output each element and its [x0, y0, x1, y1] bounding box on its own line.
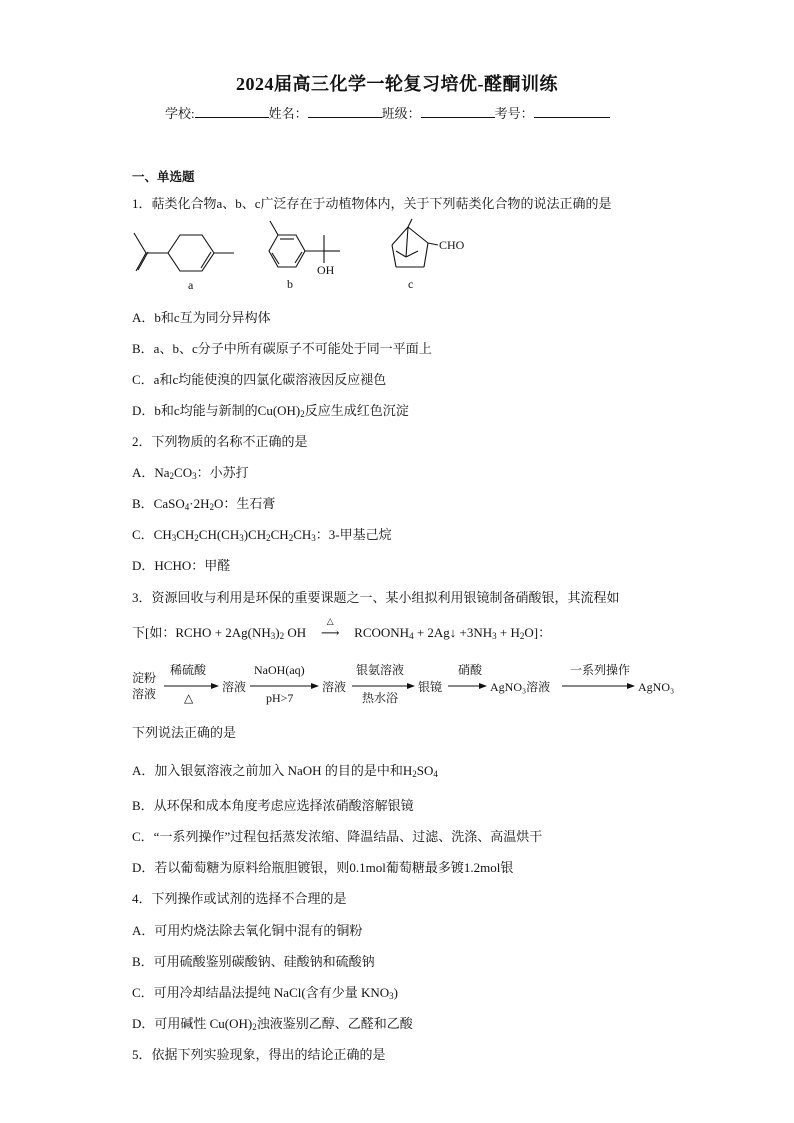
number-blank: [534, 104, 610, 118]
q2-stem: 2．下列物质的名称不正确的是: [132, 434, 308, 449]
q1-option-b[interactable]: B．a、b、c分子中所有碳原子不可能处于同一平面上: [132, 341, 432, 356]
flow-node-4: AgNO₃溶液: [490, 680, 551, 694]
q3-flow-diagram: [132, 660, 692, 712]
q3-equation: 下[如：RCHO + $2Ag(NH_3)_2$ OH △ ⟶ $RCOONH_4$ + 2Ag↓ $+3NH_3 + H_2O$]：: [132, 616, 552, 641]
class-label: 班级：: [381, 106, 421, 121]
flow-start-2: 溶液: [132, 687, 157, 701]
class-blank: [421, 104, 495, 118]
oh-label: OH: [317, 263, 335, 277]
arrow5-top: 一系列操作: [570, 663, 631, 677]
q1-stem: 1．萜类化合物a、b、c广泛存在于动植物体内，关于下列萜类化合物的说法正确的是: [132, 196, 612, 211]
arrow3-bottom: 热水浴: [362, 691, 399, 705]
arrow1-top: 稀硫酸: [170, 663, 207, 677]
arrow2-top: NaOH(aq): [254, 663, 305, 677]
name-label: 姓名：: [268, 106, 308, 121]
q4-option-d[interactable]: D．可用碱性 $Cu(OH)_2$浊液鉴别乙醇、乙醛和乙酸: [132, 1016, 413, 1032]
flow-node-1: 溶液: [222, 680, 247, 694]
name-blank: [308, 104, 382, 118]
flow-start-1: 淀粉: [132, 671, 157, 685]
section-heading: 一、单选题: [132, 170, 195, 184]
student-info-row: [165, 103, 610, 122]
q4-option-b[interactable]: B．可用硫酸鉴别碳酸钠、硅酸钠和硫酸钠: [132, 954, 375, 969]
q4-option-a[interactable]: A．可用灼烧法除去氧化铜中混有的铜粉: [132, 923, 363, 938]
q4-stem: 4．下列操作或试剂的选择不合理的是: [132, 891, 347, 906]
q3-option-d[interactable]: D．若以葡萄糖为原料给瓶胆镀银，则0.1mol葡萄糖最多镀1.2mol银: [132, 860, 514, 875]
label-c: c: [408, 277, 414, 291]
q2-option-d[interactable]: D．HCHO：甲醛: [132, 558, 231, 573]
cho-label: CHO: [439, 238, 465, 252]
molecule-a: [134, 233, 234, 271]
q3-ask: 下列说法正确的是: [132, 725, 237, 740]
label-a: a: [188, 278, 194, 292]
q3-stem: 3．资源回收与利用是环保的重要课题之一、某小组拟利用银镜制备硝酸银，其流程如: [132, 590, 620, 605]
q2-option-c[interactable]: C．$CH_3CH_2CH(CH_3)CH_2CH_2CH_3$：3-甲基己烷: [132, 527, 392, 543]
arrow1-bottom: △: [184, 691, 194, 705]
molecule-c: [392, 219, 438, 267]
q3-option-a[interactable]: A．加入银氨溶液之前加入 NaOH 的目的是中和$H_2SO_4$: [132, 763, 438, 779]
delta-symbol: △: [326, 616, 334, 626]
number-label: 考号：: [494, 106, 534, 121]
q3-option-c[interactable]: C．“一系列操作”过程包括蒸发浓缩、降温结晶、过滤、洗涤、高温烘干: [132, 829, 543, 844]
q1-option-d[interactable]: D．b和c均能与新制的$Cu(OH)_2$反应生成红色沉淀: [132, 403, 409, 419]
q2-option-a[interactable]: A．$Na_2CO_3$：小苏打: [132, 465, 249, 481]
flow-node-2: 溶液: [322, 680, 347, 694]
school-blank: [195, 104, 269, 118]
q3-option-b[interactable]: B．从环保和成本角度考虑应选择浓硝酸溶解银镜: [132, 798, 414, 813]
flow-node-5: AgNO₃: [638, 680, 675, 694]
label-b: b: [287, 277, 293, 291]
q5-stem: 5．依据下列实验现象，得出的结论正确的是: [132, 1047, 386, 1062]
arrow3-top: 银氨溶液: [356, 663, 405, 677]
q1-molecule-structures: [128, 217, 488, 295]
q1-option-a[interactable]: A．b和c互为同分异构体: [132, 310, 271, 325]
q4-option-c[interactable]: C．可用冷却结晶法提纯 NaCl(含有少量 $KNO_3$): [132, 985, 398, 1001]
arrow2-bottom: pH>7: [266, 691, 294, 705]
school-label: 学校:: [165, 106, 195, 121]
page-title: 2024届高三化学一轮复习培优-醛酮训练: [236, 74, 558, 94]
molecule-b: [269, 221, 340, 267]
q1-option-c[interactable]: C．a和c均能使溴的四氯化碳溶液因反应褪色: [132, 372, 387, 387]
q2-option-b[interactable]: B．$CaSO_4\cdot 2H_2O$：生石膏: [132, 496, 276, 512]
flow-node-3: 银镜: [418, 680, 443, 694]
arrow4-top: 硝酸: [458, 663, 483, 677]
